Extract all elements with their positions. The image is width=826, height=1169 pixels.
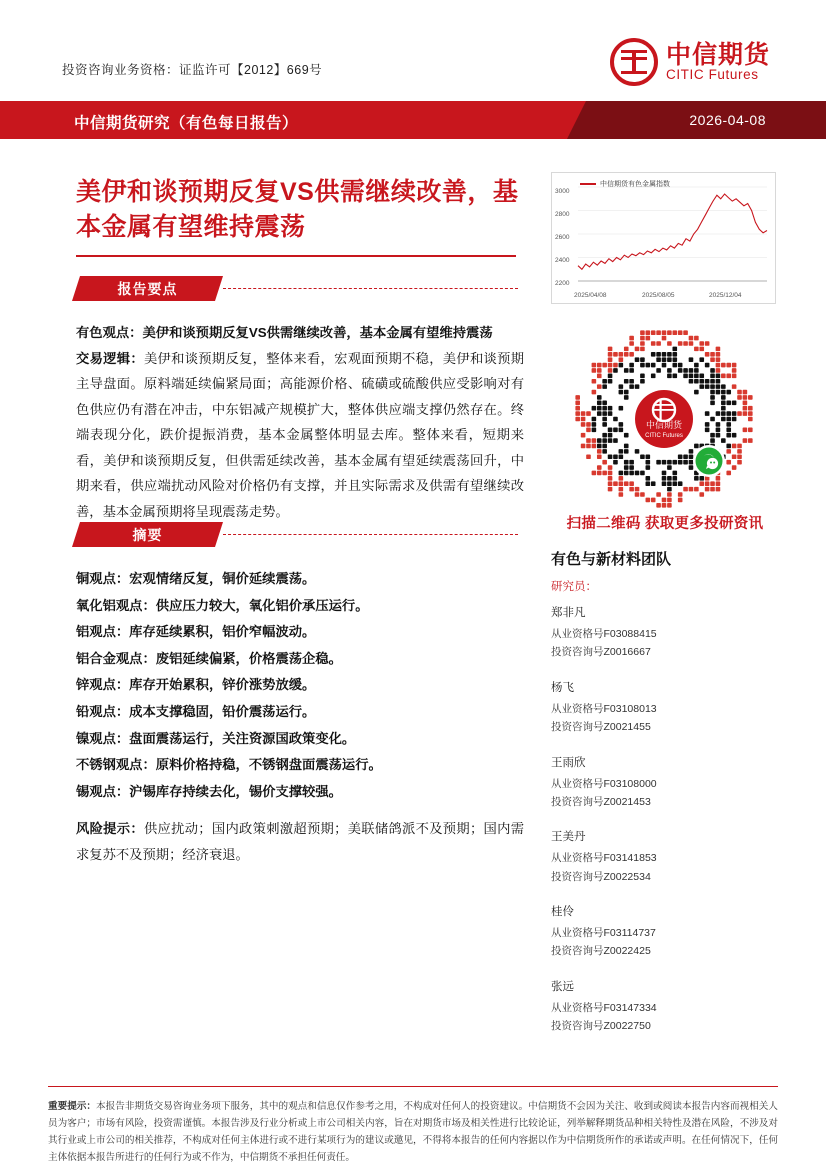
list-item [551, 604, 781, 662]
list-item [551, 754, 781, 812]
researchers-label: 研究员： [551, 581, 597, 593]
y-tick-label: 2400 [555, 257, 570, 264]
view-text: 美伊和谈预期反复VS供需继续改善，基本金属有望维持震荡 [142, 325, 493, 340]
legend-label: 中信期货有色金属指数 [600, 181, 670, 188]
logic-label: 交易逻辑： [76, 350, 144, 366]
analyst-name: 王美丹 [551, 831, 586, 844]
y-tick-label: 2800 [555, 211, 570, 218]
analyst-consult-no: 投资咨询号Z0021453 [551, 795, 651, 808]
analyst-practice-no: 从业资格号F03141853 [551, 852, 657, 865]
banner-date: 2026-04-08 [689, 112, 766, 128]
qr-code[interactable] [575, 330, 753, 508]
citic-logo-icon [610, 38, 658, 86]
analyst-name: 杨飞 [551, 681, 574, 694]
section-divider-abstract [223, 534, 518, 535]
footer-disclaimer [48, 1098, 778, 1166]
title-banner [0, 101, 826, 139]
abstract-item: 镍观点：盘面震荡运行，关注资源国政策变化。 [76, 730, 356, 746]
banner-title: 中信期货研究（有色每日报告） [74, 115, 299, 132]
analyst-list [551, 604, 781, 1053]
list-item [551, 828, 781, 886]
analyst-name: 张远 [551, 980, 574, 993]
view-label: 有色观点： [76, 325, 143, 340]
qr-caption: 扫描二维码 获取更多投研资讯 [566, 516, 764, 532]
risk-label: 风险提示： [76, 821, 144, 836]
analyst-practice-no: 从业资格号F03108000 [551, 777, 657, 790]
abstract-item: 氧化铝观点：供应压力较大，氧化铝价承压运行。 [76, 597, 369, 613]
footer-divider [48, 1086, 778, 1087]
section-divider-report-points [223, 288, 518, 289]
logo-name-en: CITIC Futures [665, 67, 759, 83]
footer-text: 本报告非期货交易咨询业务项下服务，其中的观点和信息仅作参考之用，不构成对任何人的投资建议。中信期货不会因为关注、收到或阅读本报告内容而视相关人员为客户；市场有风险，投资需谨慎。本报告涉及行业分析或上市公司相关内容，旨在对期货市场及相关性进行比较论证，列举解释期货品种相关特性及潜在风险，不涉及对其行业或上市公司的相关推荐，不构成对任何主体进行或不进行某项行为的建议或邀见，不得将本报告的任何内容据以作为中信期货所作的承诺或声明。在任何情况下，任何主体依据本报告所进行的任何行为或不作为，中信期货不承担任何责任。 [48, 1101, 779, 1164]
index-chart [551, 172, 776, 304]
page-title: 美伊和谈预期反复VS供需继续改善，基本金属有望维持震荡 [76, 178, 519, 241]
analyst-name: 郑非凡 [551, 607, 586, 619]
list-item [551, 679, 781, 737]
list-item [551, 978, 781, 1036]
analyst-consult-no: 投资咨询号Z0022750 [551, 1020, 651, 1033]
risk-note [76, 816, 524, 867]
logo-name-cn: 中信期货 [665, 40, 770, 69]
abstract-item: 铝合金观点：废铝延续偏紧，价格震荡企稳。 [76, 650, 342, 666]
svg-text:中信期货: 中信期货 [645, 420, 683, 430]
qualification-text: 投资咨询业务资格：证监许可【2012】669号 [62, 63, 323, 77]
x-tick-label: 2025/08/05 [642, 292, 675, 299]
analyst-consult-no: 投资咨询号Z0016667 [551, 646, 651, 659]
list-item [551, 903, 781, 961]
footer-label: 重要提示： [48, 1101, 97, 1112]
chart-svg [552, 173, 775, 303]
logic-text: 美伊和谈预期反复，整体来看，宏观面预期不稳，美伊和谈预期主导盘面。原料端延续偏紧局面；高能源价格、硫磺或硫酸供应受影响对有色供应仍有潜在冲击，中东铝减产规模扩大，整体供应端支撑仍然存在。终端表现分化，跌价提振消费，基本金属整体明显去库。整体来看，短期来看，美伊和谈预期反复，但供需延续改善，基本金属有望延续震荡回升，中期来看，供应端扰动风险对价格仍有支撑，并且实际需求及供需有望继续改善，基本金属预期将呈现震荡走势。 [76, 350, 525, 519]
analyst-practice-no: 从业资格号F03108013 [551, 702, 657, 715]
y-tick-label: 2600 [555, 234, 570, 241]
analyst-consult-no: 投资咨询号Z0021455 [551, 721, 651, 734]
y-tick-label: 2200 [555, 280, 570, 287]
abstract-item: 铜观点：宏观情绪反复，铜价延续震荡。 [76, 571, 316, 586]
analyst-practice-no: 从业资格号F03147334 [551, 1001, 657, 1014]
abstract-body [76, 566, 524, 805]
y-tick-label: 3000 [555, 188, 570, 195]
analyst-name: 桂伶 [551, 906, 574, 918]
analyst-practice-no: 从业资格号F03114737 [551, 927, 656, 939]
x-tick-label: 2025/04/08 [574, 292, 607, 299]
abstract-item: 铅观点：成本支撑稳固，铅价震荡运行。 [76, 703, 316, 719]
abstract-item: 锌观点：库存开始累积，锌价涨势放缓。 [76, 677, 316, 693]
company-logo [610, 38, 770, 86]
abstract-item: 不锈钢观点：原料价格持稳，不锈钢盘面震荡运行。 [76, 757, 382, 773]
x-tick-label: 2025/12/04 [709, 292, 742, 299]
report-points-body [76, 320, 524, 524]
analyst-name: 王雨欣 [551, 756, 586, 769]
section-tag-abstract: 摘要 [80, 522, 215, 547]
qr-code-svg [575, 330, 753, 508]
svg-text:CITIC Futures: CITIC Futures [645, 433, 683, 439]
risk-text: 供应扰动；国内政策刺激超预期；美联储鸽派不及预期；国内需求复苏不及预期；经济衰退。 [76, 821, 525, 862]
analyst-practice-no: 从业资格号F03088415 [551, 628, 657, 640]
abstract-item: 锡观点：沪锡库存持续去化，锡价支撑较强。 [76, 783, 342, 799]
analyst-consult-no: 投资咨询号Z0022425 [551, 945, 651, 958]
section-tag-report-points: 报告要点 [80, 276, 215, 301]
abstract-item: 铝观点：库存延续累积，铝价窄幅波动。 [76, 624, 316, 640]
title-divider [76, 255, 516, 257]
analyst-consult-no: 投资咨询号Z0022534 [551, 870, 651, 883]
team-title: 有色与新材料团队 [551, 551, 672, 568]
